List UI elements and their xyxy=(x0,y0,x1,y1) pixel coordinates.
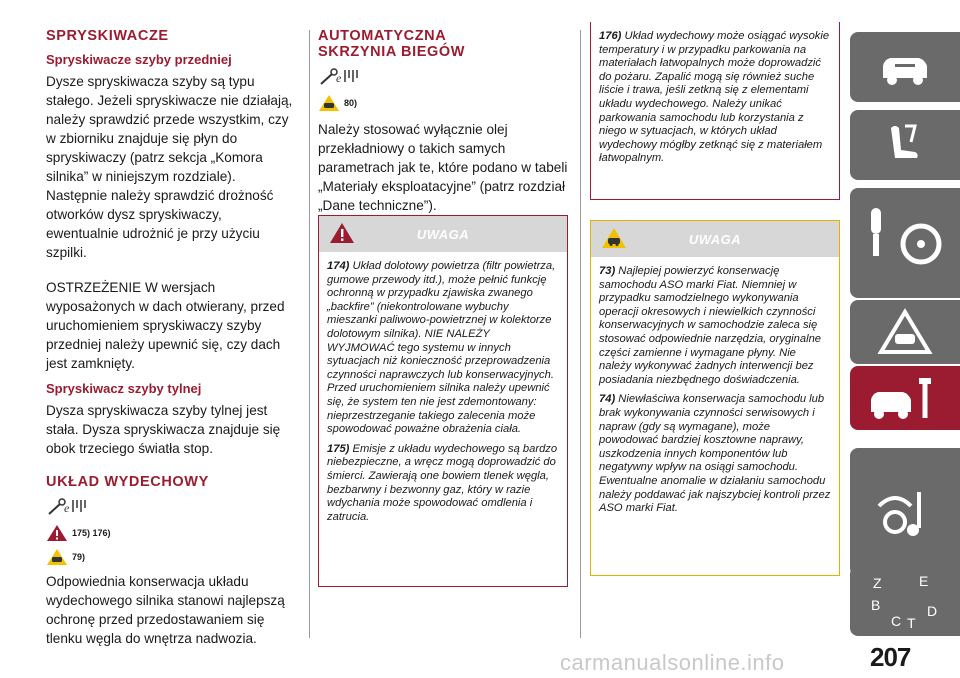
note-text: Najlepiej powierzyć konserwację samochodu ASO marki Fiat. Niemniej w przypadku samodzielnego wykonywania operacji okresowych i niewielkich czynności konserwacyjnych w samochodzie zaleca się stosować odpowiednie narzędzia, oryginalne części zamienne i wymagane płyny. Nie należy wykonywać żadnych interwencji bez posiadania niezbędnego doświadczenia. xyxy=(599,265,822,386)
note-text: Układ dolotowy powietrza (filtr powietrza, gumowe przewody itd.), może pełnić funkcję ochronną w przypadku zjawiska zwanego „backfire” (niekontrolowane wybuchy mieszanki paliwowo-powietrznej w kolektorze dolotowym silnika). NIE NALEŻY WYJMOWAĆ tego systemu w innych sytuacjach niż konieczność przeprowadzenia czynności naprawczych lub konserwacyjnych. Przed uruchomieniem silnika należy upewnić się, że system ten nie jest zdemontowany: nieprzestrzeganie takiego zalecenia może spowodować poważne obrażenia ciała. xyxy=(327,260,556,436)
chapter-tab-safety[interactable] xyxy=(850,110,960,180)
warning-triangle-icon xyxy=(46,524,68,542)
key-steering-wheel-icon xyxy=(863,198,947,288)
car-info-icon xyxy=(875,44,935,90)
index-letter: T xyxy=(907,615,916,631)
subheading-front-washer: Spryskiwacze szyby przedniej xyxy=(46,52,232,67)
paragraph-sunroof-warning: OSTRZEŻENIE W wersjach wyposażonych w dach otwierany, przed uruchomieniem spryskiwaczy szyby przedniej należy upewnić się, czy dach jest zamknięty. xyxy=(46,280,285,371)
index-letter: B xyxy=(871,597,881,613)
note-number: 175) xyxy=(327,442,350,455)
note-text: Układ wydechowy może osiągać wysokie temperatury i w przypadku parkowania na materiałach łatwopalnych może doprowadzić do pożaru. Zapalić mogą się również suche liście i trawa, jeśli zetkną się z elementami układu wydechowego. Należy unikać parkowania samochodu lub korzystania z niego w sytuacjach, w których układ wydechowy mógłby zetknąć się z materiałem łatwopalnym. xyxy=(599,30,830,165)
chapter-tab-emergency[interactable] xyxy=(850,300,960,364)
warning-car-icon xyxy=(873,308,937,356)
warning-triangle-icon xyxy=(329,222,355,244)
note-176 xyxy=(599,30,831,166)
note-number: 74) xyxy=(599,393,616,406)
paragraph-rear-washer: Dysza spryskiwacza szyby tylnej jest stała. Dysza spryskiwacza znajduje się obok trzeciego światła stop. xyxy=(46,403,281,456)
watermark: carmanualsonline.info xyxy=(560,650,785,675)
svg-text:e: e xyxy=(336,71,342,85)
chapter-tab-dashboard[interactable] xyxy=(850,32,960,102)
note-73 xyxy=(599,265,831,387)
paragraph-front-washer: Dysze spryskiwacza szyby są typu stałego. Jeżeli spryskiwacze nie działają, należy sprawdzić przede wszystkim, czy w zbiorniku znajduje się płyn do spryskiwaczy (patrz sekcja „Komora silnika” w niniejszym rozdziale). Następnie należy sprawdzić drożność otworków dysz spryskiwaczy, ewentualnie udrożnić je przy użyciu szpilki. xyxy=(46,74,293,260)
section-heading-exhaust: UKŁAD WYDECHOWY xyxy=(46,474,209,490)
index-letter: C xyxy=(891,613,902,629)
index-letter: D xyxy=(927,603,938,619)
section-heading-spryskiwacze: SPRYSKIWACZE xyxy=(46,28,169,44)
column-left xyxy=(46,28,296,648)
warning-box-body xyxy=(319,252,567,540)
note-text: Emisje z układu wydechowego są bardzo niebezpieczne, a wręcz mogą doprowadzić do śmierci. Zawierają one bowiem tlenek węgla, bezbarwny i bezwonny gaz, który w razie wdychania może spowodować omdlenia i zatrucia. xyxy=(327,442,558,523)
chapter-tab-index[interactable] xyxy=(850,566,960,636)
subheading-rear-washer: Spryskiwacz szyby tylnej xyxy=(46,381,202,396)
column-right xyxy=(590,22,840,576)
paragraph-gearbox-oil: Należy stosować wyłącznie olej przekładniowy o takich samych parametrach jak te, które podano w tabeli „Materiały eksploatacyjne” (patrz rozdział „Dane techniczne”). xyxy=(318,122,568,213)
section-heading-gearbox: AUTOMATYCZNA SKRZYNIA BIEGÓW xyxy=(318,28,466,60)
attention-box xyxy=(590,220,840,576)
index-letter: E xyxy=(919,573,929,589)
note-number: 73) xyxy=(599,265,616,277)
alphabet-index-icon xyxy=(863,570,947,632)
attention-box-title: UWAGA xyxy=(688,231,742,247)
seat-airbag-icon xyxy=(875,120,935,170)
attention-box-body xyxy=(591,257,839,532)
attention-box-header xyxy=(591,221,839,257)
multimedia-music-icon xyxy=(865,462,945,562)
index-letter: Z xyxy=(873,575,882,591)
warning-references: 175) 176) xyxy=(72,528,111,538)
note-number: 174) xyxy=(327,260,350,272)
environment-ref-row xyxy=(46,548,296,566)
environment-reference: 79) xyxy=(72,552,86,562)
warning-ref-row xyxy=(46,524,296,542)
attention-car-icon xyxy=(46,548,68,566)
chapter-tab-multimedia[interactable] xyxy=(850,448,960,576)
warning-box-title: UWAGA xyxy=(416,226,470,242)
note-74 xyxy=(599,393,831,515)
service-tools-icon xyxy=(318,66,362,88)
warning-box-continued xyxy=(590,22,840,200)
note-175 xyxy=(327,443,559,525)
attention-car-icon xyxy=(601,227,627,249)
warning-box xyxy=(318,215,568,587)
chapter-tab-maintenance[interactable] xyxy=(850,366,960,430)
warning-box-header xyxy=(319,216,567,252)
car-wrench-icon xyxy=(865,372,945,424)
note-174 xyxy=(327,260,559,437)
page-number: 207 xyxy=(870,642,911,672)
column-middle xyxy=(318,28,568,587)
chapter-tab-starting-driving[interactable] xyxy=(850,188,960,298)
environment-ref-row xyxy=(318,94,568,112)
service-symbol-row xyxy=(46,496,296,518)
column-divider-2 xyxy=(580,30,581,638)
note-number: 176) xyxy=(599,30,622,42)
warning-box-continued-body xyxy=(591,22,839,182)
attention-car-icon xyxy=(318,94,340,112)
column-divider-1 xyxy=(309,30,310,638)
note-text: Niewłaściwa konserwacja samochodu lub brak wykonywania czynności serwisowych i napraw (gdy są wymagane), może powodować bardziej kosztowne naprawy, uszkodzenia innych komponentów lub negatywny wpływ na osiągi samochodu. Ewentualne anomalie w działaniu samochodu należy poddawać jak najszybciej kontroli przez ASO marki Fiat. xyxy=(599,393,831,515)
paragraph-exhaust: Odpowiednia konserwacja układu wydechowego silnika stanowi najlepszą ochronę przed przedostawaniem się tlenku węgla do wnętrza nadwozia. xyxy=(46,574,285,646)
svg-text:e: e xyxy=(64,501,70,515)
environment-reference: 80) xyxy=(344,98,358,108)
service-tools-icon xyxy=(46,496,90,518)
service-symbol-row xyxy=(318,66,568,88)
